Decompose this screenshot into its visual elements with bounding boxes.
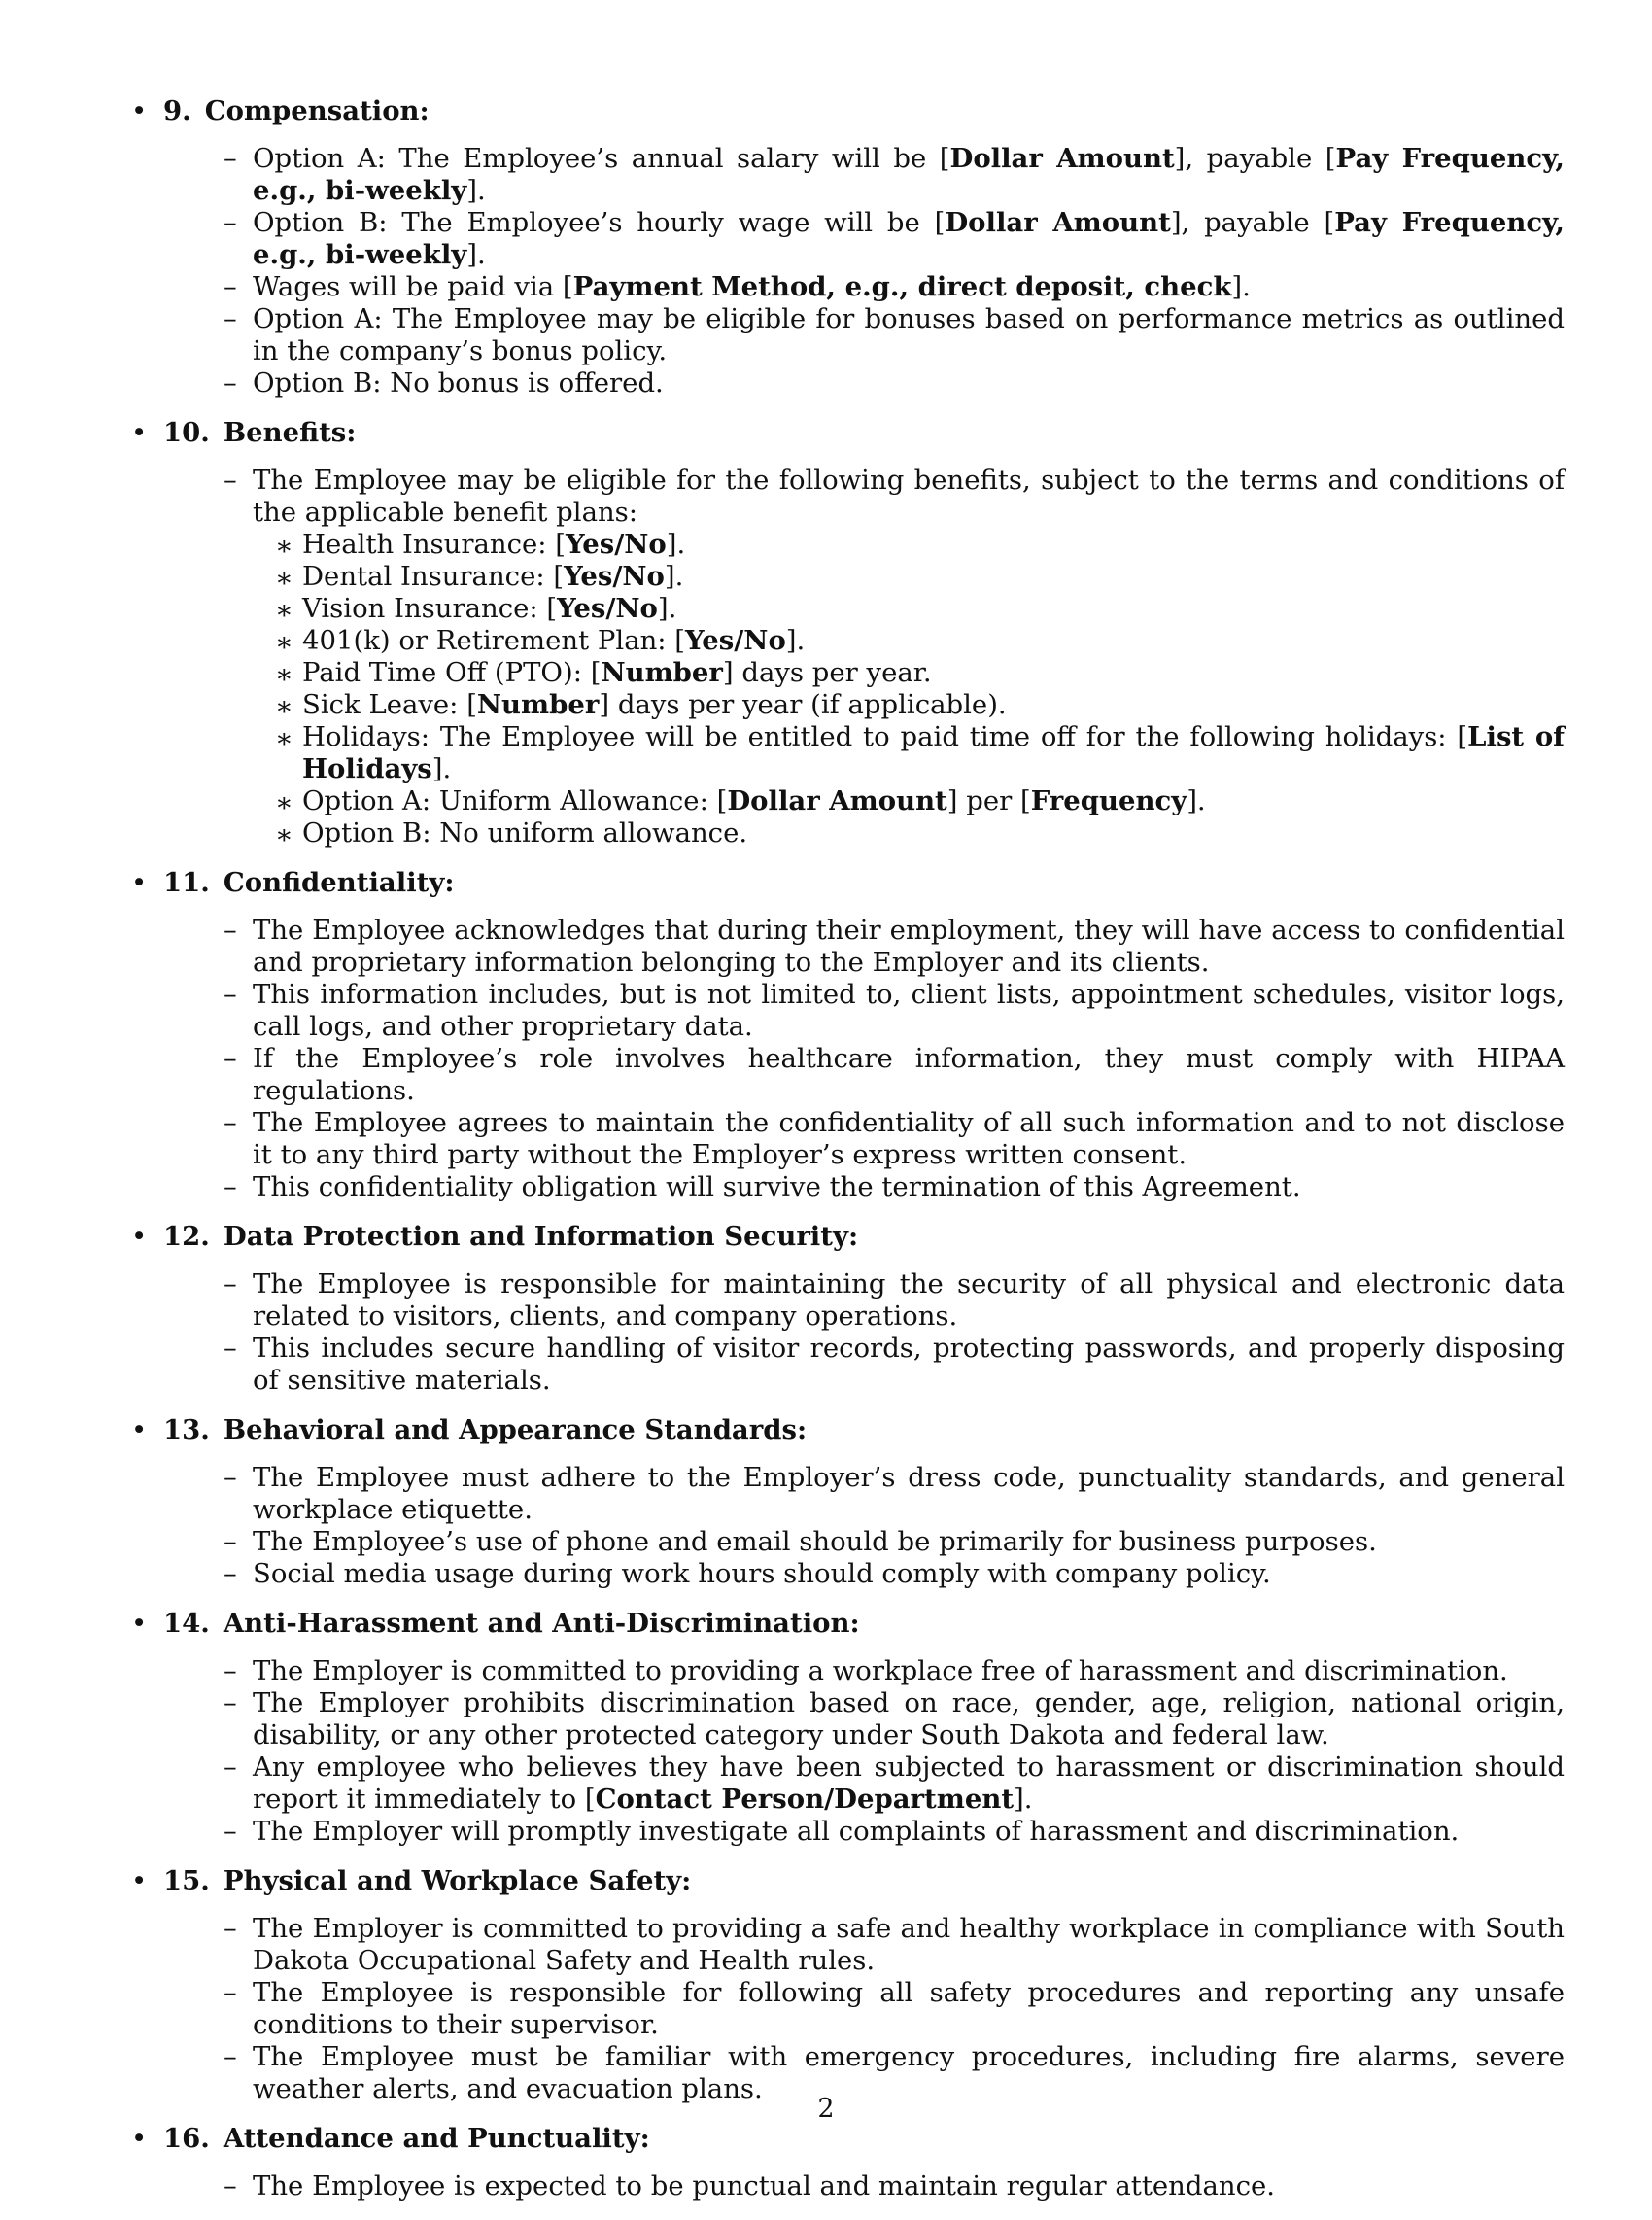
- clause-item: [224, 1977, 1565, 2041]
- sub-item: [275, 561, 1565, 594]
- sub-item: [275, 817, 1565, 850]
- section-15: [131, 1865, 1565, 2105]
- placeholder-field: Number: [601, 657, 723, 688]
- text-run: This information includes, but is not limited to, client lists, appointment schedules, visitor logs, call logs, and other proprietary data.: [253, 979, 1565, 1042]
- text-run: ].: [1231, 271, 1251, 302]
- text-run: ].: [431, 753, 452, 784]
- text-run: Option B: The Employee’s hourly wage will be [: [253, 207, 946, 238]
- dash-icon: –: [224, 1526, 237, 1557]
- text-run: The Employer will promptly investigate all complaints of harassment and discrimination.: [253, 1816, 1460, 1847]
- text-run: 401(k) or Retirement Plan: [: [302, 625, 686, 656]
- text-run: Wages will be paid via [: [253, 271, 573, 302]
- sub-item: [275, 529, 1565, 562]
- section-title: Behavioral and Appearance Standards:: [223, 1414, 808, 1445]
- section-title: Data Protection and Information Security:: [223, 1221, 859, 1252]
- placeholder-field: Frequency: [1030, 785, 1187, 816]
- text-run: Vision Insurance: [: [302, 593, 558, 624]
- dash-icon: –: [224, 2041, 237, 2072]
- text-run: The Employer prohibits discrimination based on race, gender, age, religion, national origin, disability, or any other protected category under South Dakota and federal law.: [253, 1687, 1565, 1751]
- dash-icon: –: [224, 915, 237, 946]
- document-body: [131, 95, 1565, 2220]
- bullet-icon: •: [131, 867, 148, 898]
- text-run: The Employee’s use of phone and email should be primarily for business purposes.: [253, 1526, 1377, 1557]
- section-number: 15.: [163, 1865, 210, 1896]
- dash-icon: –: [224, 143, 237, 174]
- placeholder-field: Yes/No: [685, 625, 786, 656]
- text-run: Option B: No uniform allowance.: [302, 817, 748, 849]
- section-heading: [163, 1865, 1565, 1897]
- text-run: ].: [664, 561, 684, 592]
- text-run: The Employee is expected to be punctual and maintain regular attendance.: [253, 2170, 1276, 2202]
- placeholder-field: Dollar Amount: [949, 143, 1175, 174]
- clause-item: [224, 1816, 1565, 1848]
- clause-item: [224, 1462, 1565, 1526]
- clause-item: [224, 1526, 1565, 1558]
- sub-list: [253, 529, 1565, 850]
- dash-icon: –: [224, 1752, 237, 1783]
- placeholder-field: Number: [476, 689, 600, 720]
- section-heading: [163, 417, 1565, 449]
- clause-item: [224, 303, 1565, 367]
- sub-item: [275, 721, 1566, 785]
- section-number: 9.: [163, 95, 191, 126]
- clause-list: [163, 465, 1565, 850]
- clause-item: [224, 465, 1566, 850]
- text-run: Social media usage during work hours should comply with company policy.: [253, 1558, 1271, 1589]
- section-number: 11.: [163, 867, 210, 898]
- clause-item: [224, 1171, 1565, 1203]
- section-9: [131, 95, 1565, 399]
- text-run: Option B: No bonus is offered.: [253, 367, 664, 399]
- clause-item: [224, 1655, 1565, 1687]
- clause-item: [224, 1558, 1565, 1590]
- placeholder-field: Dollar Amount: [945, 207, 1171, 238]
- dash-icon: –: [224, 1816, 237, 1847]
- asterisk-icon: ∗: [275, 819, 293, 850]
- sub-item: [275, 593, 1565, 626]
- text-run: ], payable [: [1174, 143, 1336, 174]
- dash-icon: –: [224, 367, 237, 399]
- dash-icon: –: [224, 1687, 237, 1718]
- clause-item: [224, 915, 1565, 979]
- text-run: Dental Insurance: [: [302, 561, 565, 592]
- clause-item: [224, 207, 1565, 271]
- text-run: ].: [666, 529, 686, 560]
- section-heading: [163, 95, 1565, 127]
- placeholder-field: Yes/No: [564, 561, 665, 592]
- page-number: 2: [817, 2094, 835, 2124]
- dash-icon: –: [224, 1558, 237, 1589]
- dash-icon: –: [224, 1913, 237, 1944]
- placeholder-field: Pay Frequency, e.g., bi-weekly: [253, 207, 1565, 270]
- text-run: This confidentiality obligation will survive the termination of this Agreement.: [253, 1171, 1301, 1202]
- clause-item: [224, 143, 1565, 207]
- clause-item: [224, 1687, 1565, 1752]
- text-run: ].: [657, 593, 677, 624]
- section-title: Anti-Harassment and Anti-Discrimination:: [223, 1608, 860, 1639]
- dash-icon: –: [224, 1043, 237, 1074]
- clause-item: [224, 1913, 1565, 1977]
- dash-icon: –: [224, 1977, 237, 2008]
- clause-list: [163, 1268, 1565, 1397]
- dash-icon: –: [224, 1655, 237, 1686]
- section-heading: [163, 1414, 1565, 1446]
- section-title: Attendance and Punctuality:: [223, 2123, 650, 2154]
- section-16: [131, 2123, 1565, 2203]
- text-run: Option A: The Employee’s annual salary will be [: [253, 143, 950, 174]
- text-run: This includes secure handling of visitor records, protecting passwords, and properly disposing of sensitive materials.: [253, 1333, 1565, 1396]
- asterisk-icon: ∗: [275, 723, 293, 754]
- clause-list: [163, 1655, 1565, 1848]
- section-number: 12.: [163, 1221, 210, 1252]
- dash-icon: –: [224, 1107, 237, 1138]
- section-heading: [163, 2123, 1565, 2155]
- asterisk-icon: ∗: [275, 659, 293, 690]
- section-heading: [163, 1221, 1565, 1253]
- text-run: Paid Time Off (PTO): [: [302, 657, 602, 688]
- placeholder-field: List of Holidays: [302, 721, 1566, 784]
- text-run: ].: [466, 239, 486, 270]
- text-run: ] per [: [946, 785, 1031, 816]
- asterisk-icon: ∗: [275, 691, 293, 722]
- bullet-icon: •: [131, 2123, 148, 2154]
- clause-list: [163, 143, 1565, 399]
- dash-icon: –: [224, 207, 237, 238]
- bullet-icon: •: [131, 417, 148, 448]
- text-run: Option A: Uniform Allowance: [: [302, 785, 728, 816]
- dash-icon: –: [224, 271, 237, 302]
- section-14: [131, 1608, 1565, 1848]
- clause-item: [224, 979, 1565, 1043]
- section-heading: [163, 1608, 1565, 1640]
- placeholder-field: Payment Method, e.g., direct deposit, check: [572, 271, 1232, 302]
- section-number: 14.: [163, 1608, 210, 1639]
- clause-list: [163, 1462, 1565, 1590]
- section-12: [131, 1221, 1565, 1397]
- text-run: The Employee is responsible for maintaining the security of all physical and electronic data related to visitors, clients, and company operations.: [253, 1268, 1565, 1332]
- sub-item: [275, 785, 1565, 818]
- text-run: The Employee must adhere to the Employer’s dress code, punctuality standards, and general workplace etiquette.: [253, 1462, 1565, 1525]
- text-run: The Employer is committed to providing a workplace free of harassment and discrimination.: [253, 1655, 1508, 1686]
- dash-icon: –: [224, 979, 237, 1010]
- asterisk-icon: ∗: [275, 787, 293, 818]
- dash-icon: –: [224, 303, 237, 334]
- dash-icon: –: [224, 2170, 237, 2202]
- text-run: ].: [1014, 1784, 1033, 1815]
- text-run: ].: [466, 175, 486, 206]
- sub-item: [275, 689, 1565, 722]
- text-run: The Employee is responsible for following all safety procedures and reporting any unsafe conditions to their supervisor.: [253, 1977, 1565, 2040]
- section-title: Compensation:: [204, 95, 430, 126]
- section-11: [131, 867, 1565, 1203]
- clause-item: [224, 1268, 1565, 1333]
- text-run: Any employee who believes they have been subjected to harassment or discrimination should report it immediately to [: [253, 1752, 1565, 1815]
- text-run: The Employee may be eligible for the following benefits, subject to the terms and conditions of the applicable benefit plans:: [253, 465, 1565, 528]
- text-run: ], payable [: [1170, 207, 1335, 238]
- text-run: Sick Leave: [: [302, 689, 477, 720]
- asterisk-icon: ∗: [275, 563, 293, 594]
- bullet-icon: •: [131, 1221, 148, 1252]
- section-title: Physical and Workplace Safety:: [223, 1865, 692, 1896]
- dash-icon: –: [224, 465, 237, 496]
- placeholder-field: Pay Frequency, e.g., bi-weekly: [253, 143, 1565, 206]
- text-run: ] days per year.: [722, 657, 932, 688]
- clause-item: [224, 271, 1565, 303]
- sub-item: [275, 625, 1565, 658]
- text-run: The Employee must be familiar with emergency procedures, including fire alarms, severe weather alerts, and evacuation plans.: [253, 2041, 1565, 2104]
- section-number: 16.: [163, 2123, 210, 2154]
- placeholder-field: Yes/No: [566, 529, 667, 560]
- text-run: The Employee agrees to maintain the confidentiality of all such information and to not disclose it to any third party without the Employer’s express written consent.: [253, 1107, 1565, 1170]
- dash-icon: –: [224, 1171, 237, 1202]
- clause-list: [163, 2170, 1565, 2203]
- asterisk-icon: ∗: [275, 531, 293, 562]
- section-title: Confidentiality:: [223, 867, 455, 898]
- dash-icon: –: [224, 1462, 237, 1493]
- section-heading: [163, 867, 1565, 899]
- section-number: 13.: [163, 1414, 210, 1445]
- asterisk-icon: ∗: [275, 595, 293, 626]
- section-13: [131, 1414, 1565, 1590]
- placeholder-field: Dollar Amount: [727, 785, 947, 816]
- text-run: The Employee acknowledges that during their employment, they will have access to confidential and proprietary information belonging to the Employer and its clients.: [253, 915, 1565, 978]
- clause-list: [163, 915, 1565, 1203]
- clause-item: [224, 2170, 1565, 2203]
- sub-item: [275, 657, 1565, 690]
- text-run: Holidays: The Employee will be entitled to paid time off for the following holidays: [: [302, 721, 1468, 752]
- asterisk-icon: ∗: [275, 627, 293, 658]
- dash-icon: –: [224, 1268, 237, 1300]
- text-run: Health Insurance: [: [302, 529, 567, 560]
- text-run: The Employer is committed to providing a safe and healthy workplace in compliance with South Dakota Occupational Safety and Health rules.: [253, 1913, 1565, 1976]
- text-run: If the Employee’s role involves healthcare information, they must comply with HIPAA regulations.: [253, 1043, 1565, 1106]
- placeholder-field: Yes/No: [557, 593, 658, 624]
- section-number: 10.: [163, 417, 210, 448]
- clause-item: [224, 1107, 1565, 1171]
- dash-icon: –: [224, 1333, 237, 1364]
- bullet-icon: •: [131, 1865, 148, 1896]
- section-title: Benefits:: [223, 417, 357, 448]
- bullet-icon: •: [131, 95, 148, 126]
- text-run: ].: [1187, 785, 1206, 816]
- text-run: ] days per year (if applicable).: [599, 689, 1007, 720]
- bullet-icon: •: [131, 1608, 148, 1639]
- clause-list: [163, 1913, 1565, 2105]
- section-10: [131, 417, 1565, 850]
- clause-item: [224, 367, 1565, 399]
- text-run: ].: [785, 625, 806, 656]
- clause-item: [224, 1043, 1565, 1107]
- bullet-icon: •: [131, 1414, 148, 1445]
- clause-item: [224, 1752, 1565, 1816]
- placeholder-field: Contact Person/Department: [595, 1784, 1015, 1815]
- text-run: Option A: The Employee may be eligible for bonuses based on performance metrics as outlined in the company’s bonus policy.: [253, 303, 1565, 366]
- clause-item: [224, 1333, 1565, 1397]
